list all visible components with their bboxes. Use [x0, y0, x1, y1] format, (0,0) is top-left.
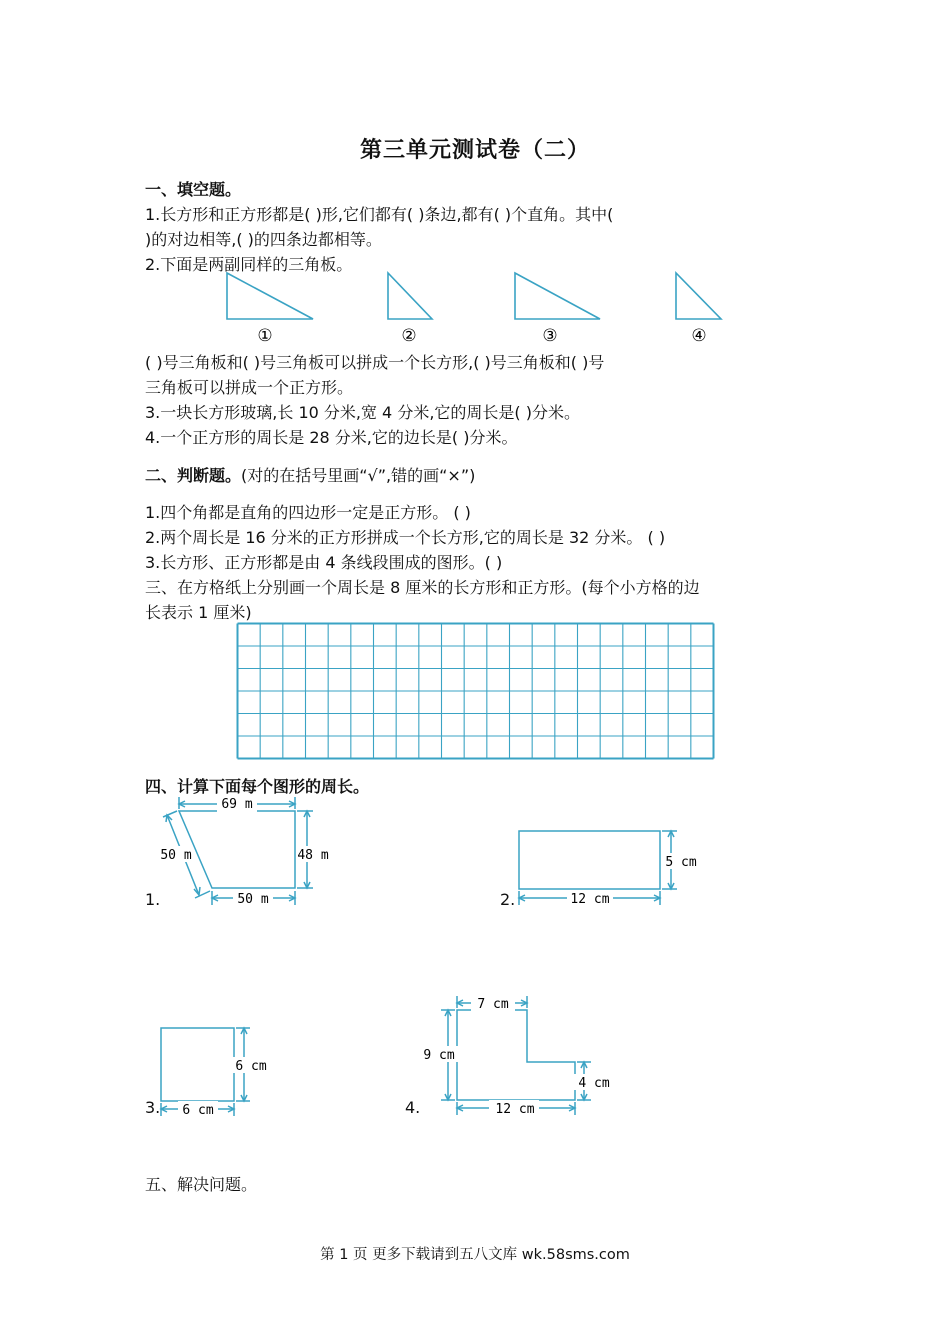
section2-heading: 二、判断题。 — [145, 466, 242, 485]
s1-q1-line1: 1.长方形和正方形都是( )形,它们都有( )条边,都有( )个直角。其中( — [145, 205, 614, 224]
triangle-4 — [676, 273, 721, 319]
s2-q3: 3.长方形、正方形都是由 4 条线段围成的图形。( ) — [145, 553, 503, 572]
s1-q4: 4.一个正方形的周长是 28 分米,它的边长是( )分米。 — [145, 428, 518, 447]
fig1-bottom-label: 50 m — [237, 892, 269, 907]
figure-2-rectangle — [510, 823, 700, 913]
fig1-top-label: 69 m — [221, 797, 253, 812]
fig4-left-label: 9 cm — [423, 1048, 455, 1063]
fig1-right-label: 48 m — [297, 848, 329, 863]
s3-line1: 三、在方格纸上分别画一个周长是 8 厘米的长方形和正方形。(每个小方格的边 — [145, 578, 700, 597]
triangle-label-3: ③ — [542, 326, 558, 346]
fig4-top-label: 7 cm — [477, 997, 509, 1012]
s1-q2-line2: 三角板可以拼成一个正方形。 — [145, 378, 354, 397]
triangle-label-2: ② — [401, 326, 417, 346]
s2-q1: 1.四个角都是直角的四边形一定是正方形。 ( ) — [145, 503, 471, 522]
s3-line2: 长表示 1 厘米) — [145, 603, 252, 622]
figure-3-square — [152, 1020, 282, 1120]
triangle-figures — [210, 268, 740, 348]
triangle-label-4: ④ — [691, 326, 707, 346]
fig3-right-label: 6 cm — [235, 1059, 267, 1074]
s1-q2-line1: ( )号三角板和( )号三角板可以拼成一个长方形,( )号三角板和( )号 — [145, 353, 605, 372]
fig2-number: 2. — [500, 890, 516, 909]
fig4-bottom-label: 12 cm — [495, 1102, 535, 1117]
section1-heading: 一、填空题。 — [145, 180, 242, 199]
section2-note: (对的在括号里画“√”,错的画“×”) — [241, 466, 476, 485]
triangle-3 — [515, 273, 600, 319]
figure-4-l-shape — [415, 990, 625, 1120]
grid-paper[interactable] — [236, 622, 715, 760]
s1-q2-intro: 2.下面是两副同样的三角板。 — [145, 255, 353, 274]
fig1-left-label: 50 m — [160, 848, 192, 863]
fig2-right-label: 5 cm — [665, 855, 697, 870]
triangle-2 — [388, 273, 432, 319]
page-title: 第三单元测试卷（二） — [359, 137, 590, 163]
s2-q2: 2.两个周长是 16 分米的正方形拼成一个长方形,它的周长是 32 分米。 ( ) — [145, 528, 666, 547]
s1-q1-line2: )的对边相等,( )的四条边都相等。 — [145, 230, 382, 249]
fig1-number: 1. — [145, 890, 161, 909]
page-footer: 第 1 页 更多下载请到五八文库 wk.58sms.com — [320, 1247, 630, 1263]
triangle-1 — [227, 273, 313, 319]
fig3-number: 3. — [145, 1098, 161, 1117]
fig2-bottom-label: 12 cm — [570, 892, 610, 907]
section4-heading: 四、计算下面每个图形的周长。 — [145, 777, 370, 796]
triangle-label-1: ① — [257, 326, 273, 346]
fig3-bottom-label: 6 cm — [182, 1103, 214, 1118]
s1-q3: 3.一块长方形玻璃,长 10 分米,宽 4 分米,它的周长是( )分米。 — [145, 403, 580, 422]
figure-1-trapezoid — [155, 795, 345, 915]
section5-heading: 五、解决问题。 — [145, 1175, 258, 1194]
fig4-right-label: 4 cm — [578, 1076, 610, 1091]
fig4-number: 4. — [405, 1098, 421, 1117]
section2-header — [145, 463, 475, 486]
